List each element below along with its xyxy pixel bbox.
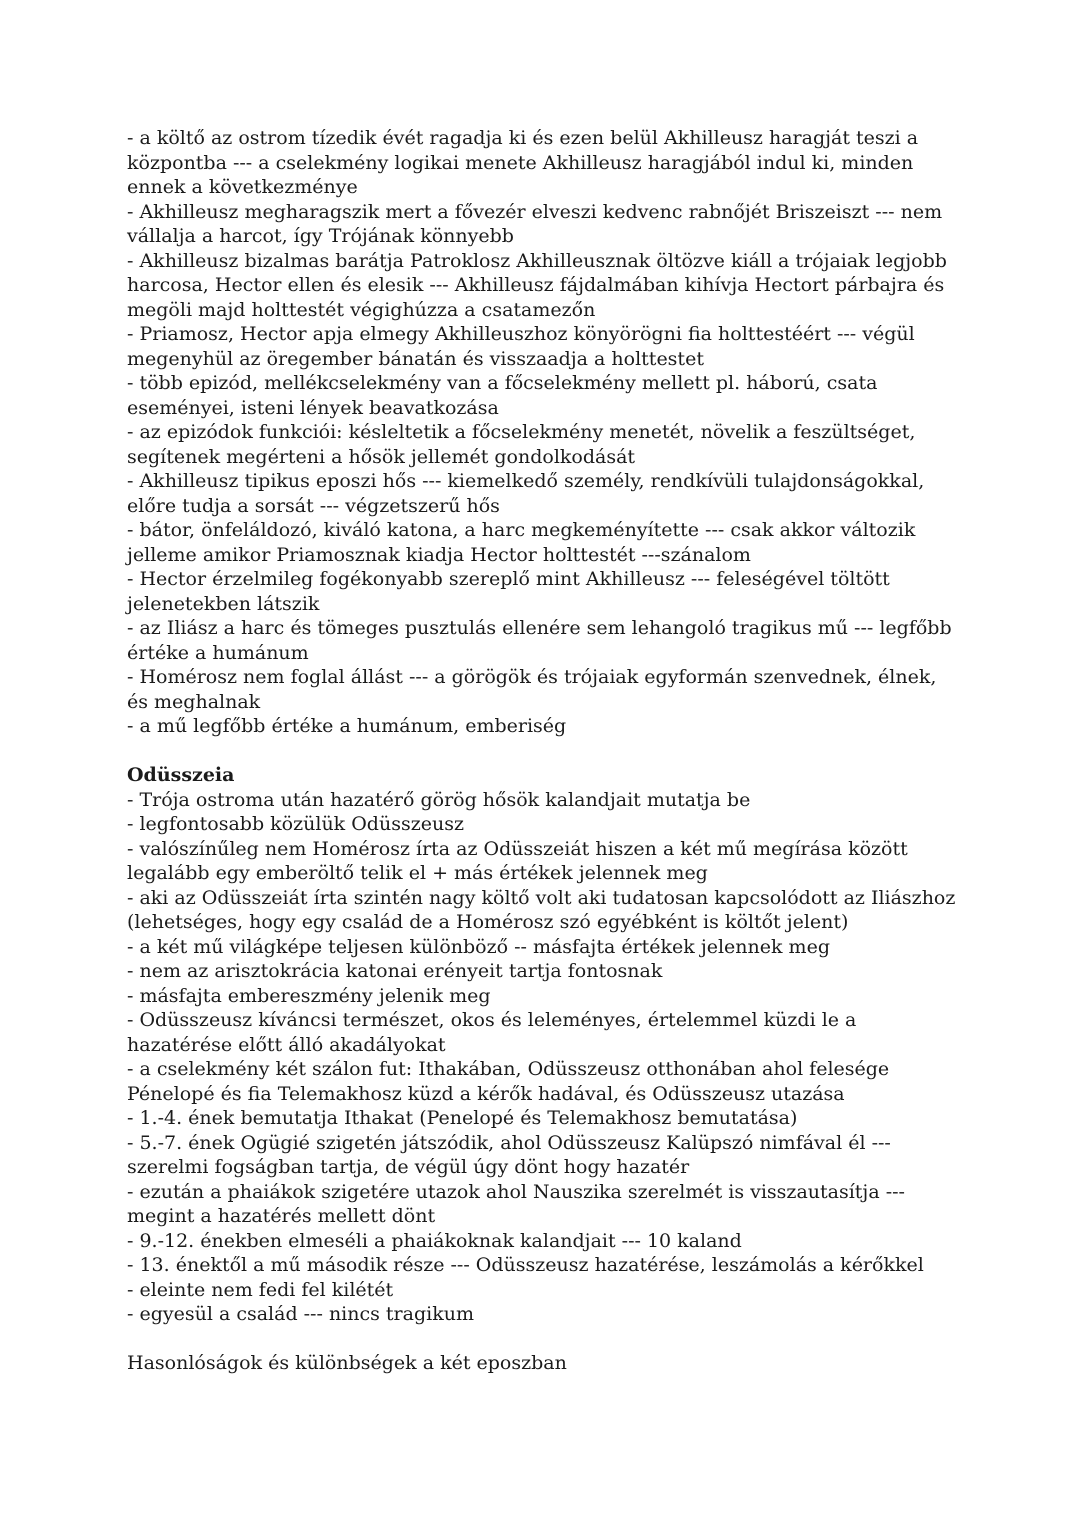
odyssey-notes-section: [127, 788, 959, 1327]
note-item: - bátor, önfeláldozó, kiváló katona, a harc megkeményítette --- csak akkor változik jelleme amikor Priamosznak kiadja Hector holttestét ---szánalom: [127, 519, 916, 566]
note-item: - 1.-4. ének bemutatja Ithakat (Penelopé és Telemakhosz bemutatása): [127, 1107, 798, 1129]
note-item: - az epizódok funkciói: késleltetik a főcselekmény menetét, növelik a feszültséget, segítenek megérteni a hősök jellemét gondolkodását: [127, 421, 916, 468]
blank-line: [127, 1327, 959, 1352]
note-item: - a cselekmény két szálon fut: Ithakában, Odüsszeusz otthonában ahol felesége Pénelopé és fia Telemakhosz küzd a kérők hadával, és Odüsszeusz utazása: [127, 1058, 890, 1105]
note-item: - Akhilleusz bizalmas barátja Patroklosz Akhilleusznak öltözve kiáll a trójaiak legjobb harcosa, Hector ellen és elesik --- Akhilleusz fájdalmában kihívja Hectort párbajra és megöli majd holttestét végighúzza a csatamezőn: [127, 249, 947, 321]
iliad-notes-section: [127, 126, 959, 739]
note-item: - 9.-12. énekben elmeséli a phaiákoknak kalandjait --- 10 kaland: [127, 1229, 742, 1252]
note-item: - 13. énektől a mű második része --- Odüsszeusz hazatérése, leszámolás a kérőkkel: [127, 1254, 924, 1276]
note-item: - eleinte nem fedi fel kilétét: [127, 1278, 394, 1301]
note-item: - ezután a phaiákok szigetére utazok ahol Nauszika szerelmét is visszautasítja --- megint a hazatérés mellett dönt: [127, 1180, 905, 1227]
note-item: - több epizód, mellékcselekmény van a főcselekmény mellett pl. háború, csata eseményei, isteni lények beavatkozása: [127, 372, 878, 419]
note-item: - nem az arisztokrácia katonai erényeit tartja fontosnak: [127, 960, 663, 982]
note-item: - Trója ostroma után hazatérő görög hősök kalandjait mutatja be: [127, 788, 751, 811]
odyssey-heading: Odüsszeia: [127, 764, 235, 786]
note-item: - Odüsszeusz kíváncsi természet, okos és leleményes, értelemmel küzdi le a hazatérése előtt álló akadályokat: [127, 1009, 857, 1056]
notes-content: [127, 0, 959, 1376]
note-item: - Akhilleusz megharagszik mert a fővezér elveszi kedvenc rabnőjét Briszeiszt --- nem vállalja a harcot, így Trójának könnyebb: [127, 200, 943, 247]
note-item: - a két mű világképe teljesen különböző -- másfajta értékek jelennek meg: [127, 935, 830, 958]
closing-line: Hasonlóságok és különbségek a két eposzban: [127, 1352, 567, 1374]
note-item: - Hector érzelmileg fogékonyabb szereplő mint Akhilleusz --- feleségével töltött jelenetekben látszik: [127, 568, 890, 615]
note-item: - az Iliász a harc és tömeges pusztulás ellenére sem lehangoló tragikus mű --- legfőbb értéke a humánum: [127, 617, 952, 664]
note-item: - másfajta embereszmény jelenik meg: [127, 984, 491, 1007]
note-item: - aki az Odüsszeiát írta szintén nagy költő volt aki tudatosan kapcsolódott az Iliászhoz (lehetséges, hogy egy család de a Homérosz szó egyébként is költőt jelent): [127, 886, 956, 933]
note-item: - 5.-7. ének Ogügié szigetén játszódik, ahol Odüsszeusz Kalüpszó nimfával él --- szerelmi fogságban tartja, de végül úgy dönt hogy hazatér: [127, 1131, 891, 1178]
blank-line: [127, 739, 959, 764]
note-item: - a költő az ostrom tízedik évét ragadja ki és ezen belül Akhilleusz haragját teszi a központba --- a cselekmény logikai menete Akhilleusz haragjából indul ki, minden ennek a következménye: [127, 127, 919, 198]
note-item: - egyesül a család --- nincs tragikum: [127, 1303, 474, 1325]
note-item: - Homérosz nem foglal állást --- a görögök és trójaiak egyformán szenvednek, élnek, és meghalnak: [127, 666, 937, 713]
note-item: - legfontosabb közülük Odüsszeusz: [127, 813, 464, 835]
note-item: - Priamosz, Hector apja elmegy Akhilleuszhoz könyörögni fia holttestéért --- végül megenyhül az öregember bánatán és visszaadja a holttestet: [127, 323, 915, 370]
note-item: - a mű legfőbb értéke a humánum, emberiség: [127, 715, 567, 737]
note-item: - valószínűleg nem Homérosz írta az Odüsszeiát hiszen a két mű megírása között legalább egy emberöltő telik el + más értékek jelennek meg: [127, 837, 908, 884]
note-item: - Akhilleusz tipikus eposzi hős --- kiemelkedő személy, rendkívüli tulajdonságokkal, előre tudja a sorsát --- végzetszerű hős: [127, 470, 925, 517]
